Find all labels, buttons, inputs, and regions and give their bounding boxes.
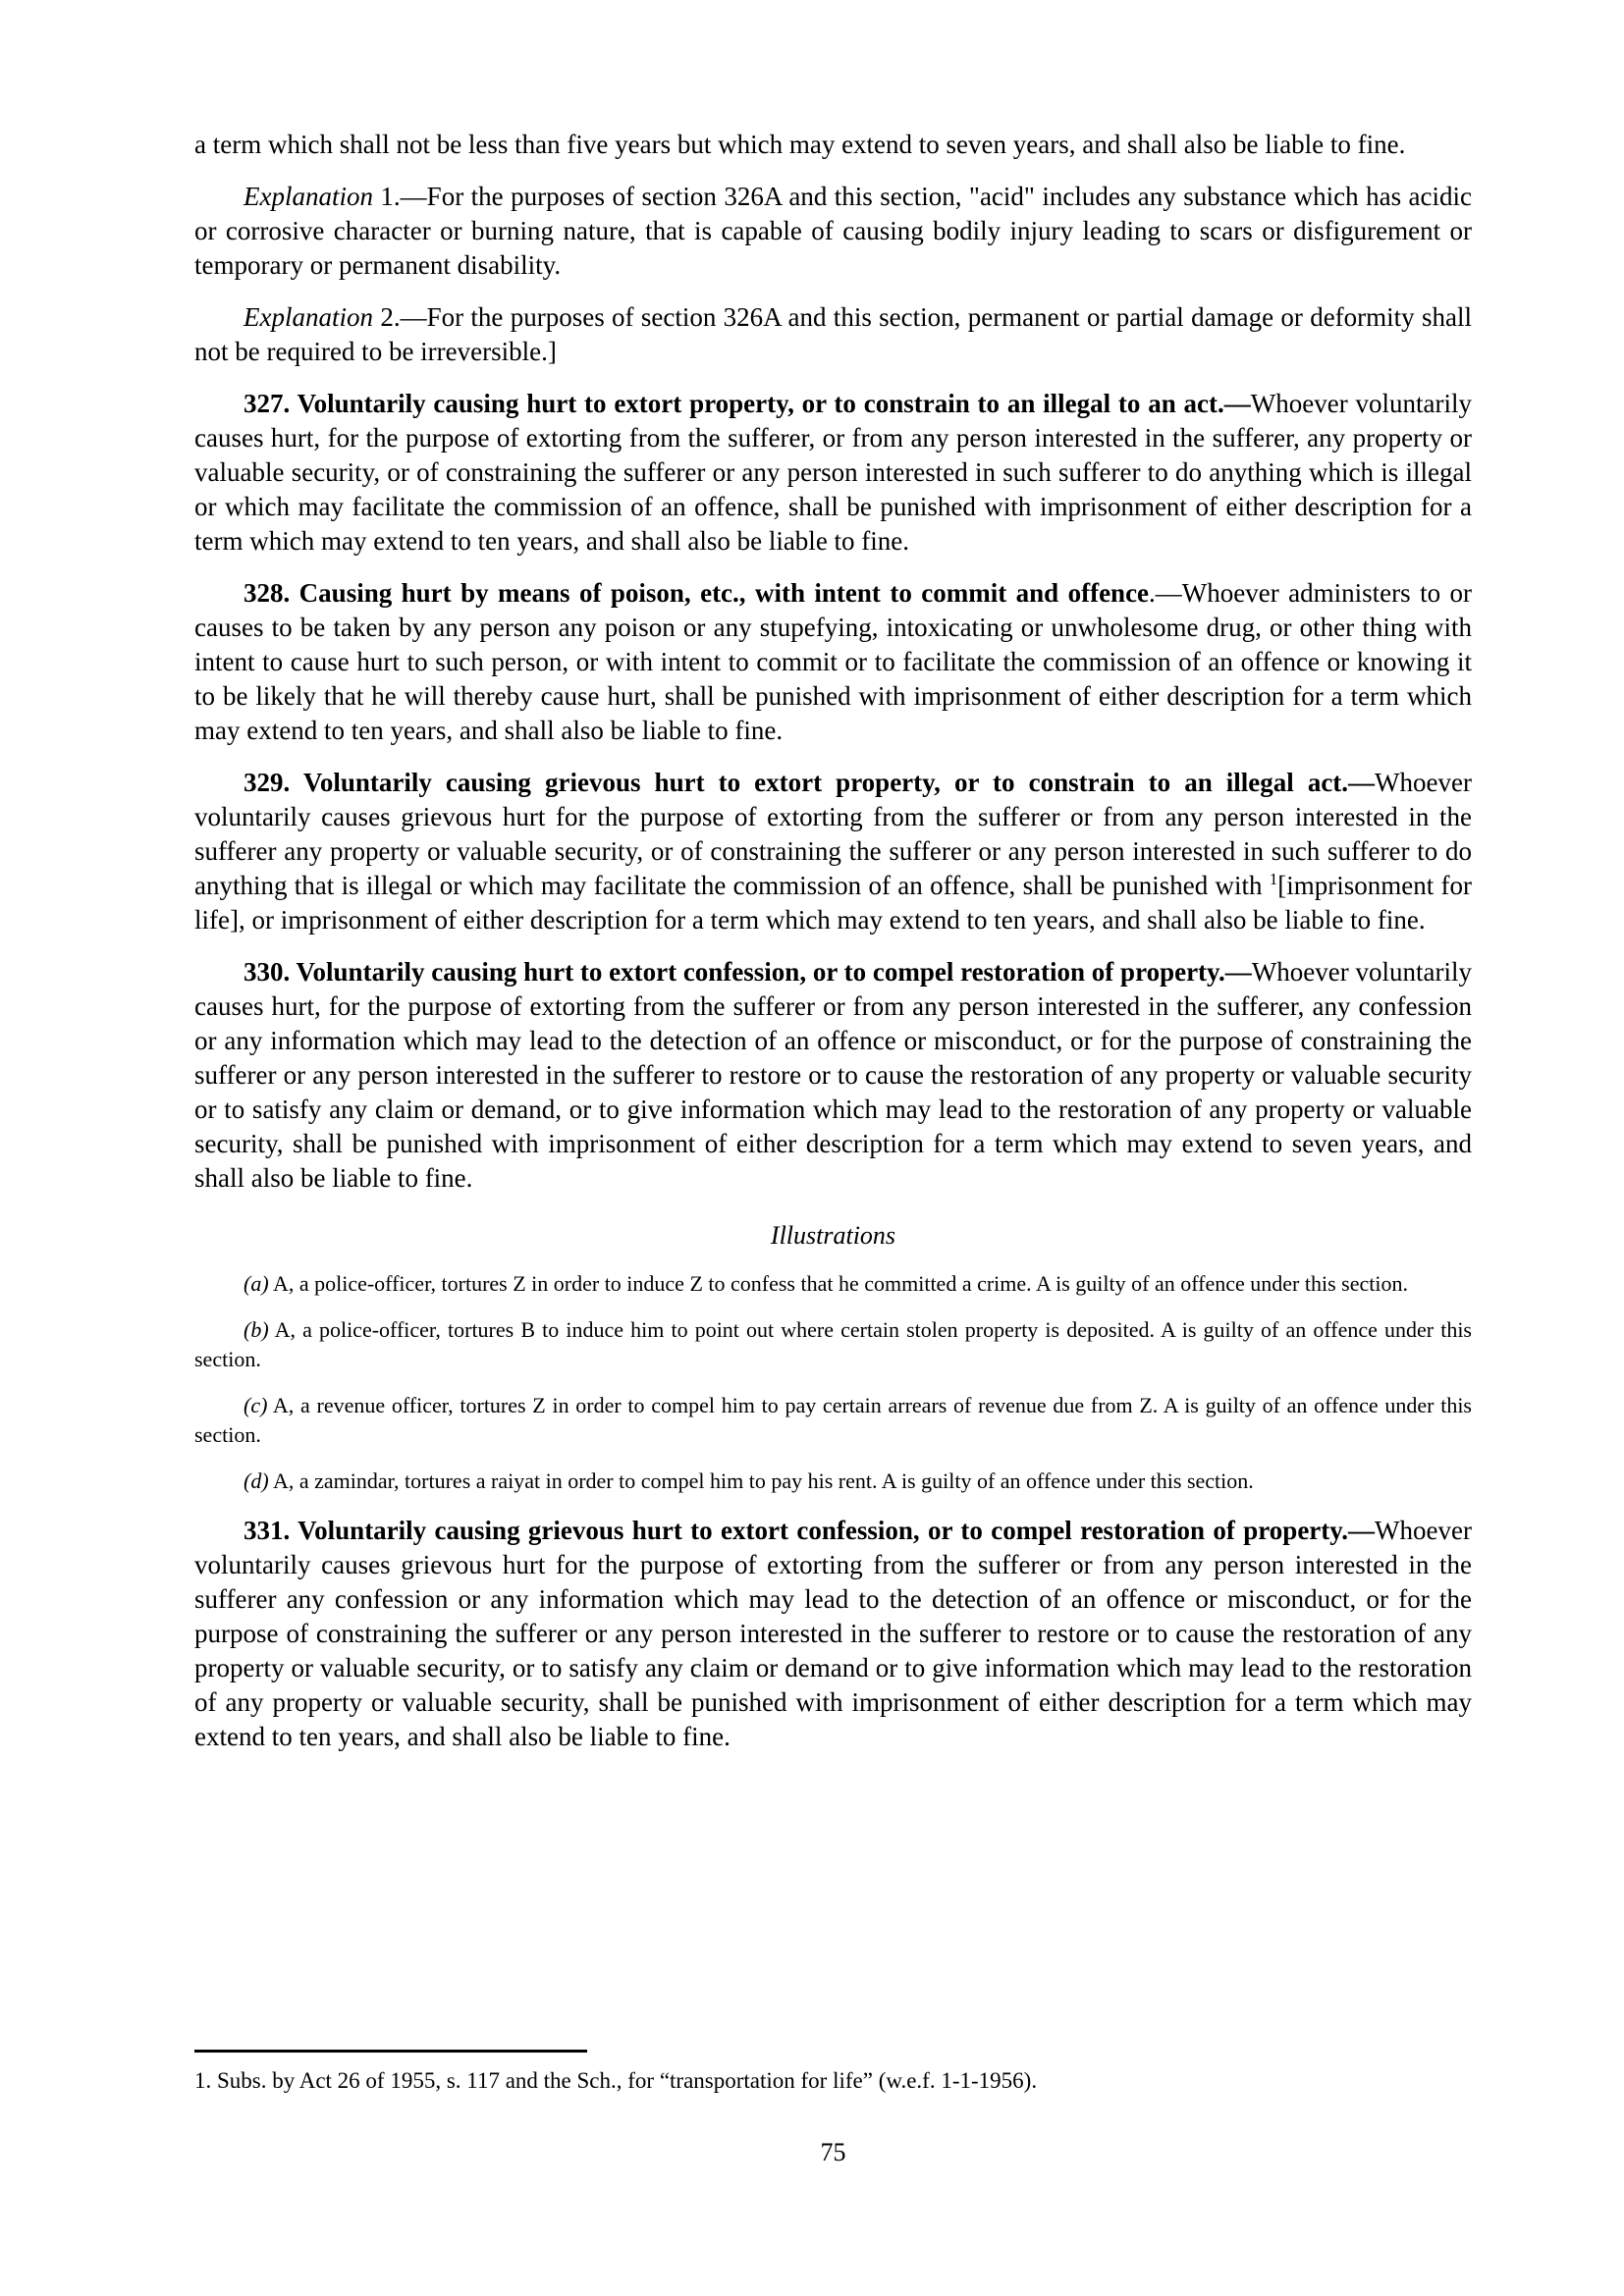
text-segment: Illustrations <box>770 1221 896 1250</box>
text-segment: (c) <box>244 1393 268 1417</box>
footnote-text: 1. Subs. by Act 26 of 1955, s. 117 and the Sch., for “transportation for life” (w.e.f. 1-1-1956). <box>194 2068 1038 2093</box>
text-segment: 331. Voluntarily causing grievous hurt to extort confession, or to compel restoration of property.— <box>244 1516 1376 1545</box>
explanation-1-paragraph <box>194 180 1472 283</box>
text-segment: .—Whoever administers to or causes to be taken by any person any poison or any stupefying, intoxicating or unwholesome drug, or other thing with intent to cause hurt to such person, or with intent to commit or to facilitate the commission of an offence or knowing it to be likely that he will thereby cause hurt, shall be punished with imprisonment of either description for a term which may extend to ten years, and shall also be liable to fine. <box>194 578 1472 745</box>
text-segment: (b) <box>244 1317 269 1342</box>
text-segment: Whoever voluntarily causes hurt, for the purpose of extorting from the sufferer or from any person interested in the sufferer, any confession or any information which may lead to the detection of an offence or misconduct, or for the purpose of constraining the sufferer or any person interested in the sufferer to restore or to cause the restoration of any property or valuable security or to satisfy any claim or demand, or to give information which may lead to the restoration of any property or valuable security, shall be punished with imprisonment of either description for a term which may extend to seven years, and shall also be liable to fine. <box>194 957 1472 1193</box>
text-segment: (d) <box>244 1468 269 1493</box>
text-segment: 2.—For the purposes of section 326A and this section, permanent or partial damage or deformity shall not be required to be irreversible.] <box>194 302 1472 366</box>
section-328-paragraph <box>194 576 1472 748</box>
text-segment: 327. Voluntarily causing hurt to extort property, or to constrain to an illegal to an act.— <box>244 389 1251 418</box>
illustration-c <box>194 1391 1472 1450</box>
text-segment: Explanation <box>244 182 373 211</box>
text-segment: A, a revenue officer, tortures Z in order to compel him to pay certain arrears of revenue due from Z. A is guilty of an offence under this section. <box>194 1393 1472 1447</box>
document-body <box>194 128 1472 1754</box>
illustration-d <box>194 1467 1472 1496</box>
explanation-2-paragraph <box>194 300 1472 369</box>
text-segment: Explanation <box>244 302 373 332</box>
text-segment: Whoever voluntarily causes hurt, for the purpose of extorting from the sufferer, or from any person interested in the sufferer, any property or valuable security, or of constraining the sufferer or any person interested in such sufferer to do anything which is illegal or which may facilitate the commission of an offence, shall be punished with imprisonment of either description for a term which may extend to ten years, and shall also be liable to fine. <box>194 389 1472 556</box>
section-330-paragraph <box>194 955 1472 1196</box>
illustration-b <box>194 1315 1472 1374</box>
text-segment: 1.—For the purposes of section 326A and this section, "acid" includes any substance which has acidic or corrosive character or burning nature, that is capable of causing bodily injury leading to scars or disfigurement or temporary or permanent disability. <box>194 182 1472 280</box>
illustration-a <box>194 1269 1472 1299</box>
section-331-paragraph <box>194 1514 1472 1754</box>
text-segment: Whoever voluntarily causes grievous hurt for the purpose of extorting from the sufferer or from any person interested in the sufferer any property or valuable security, or of constraining the sufferer or any person interested in such sufferer to do anything that is illegal or which may facilitate the commission of an offence, shall be punished with <box>194 768 1472 900</box>
text-segment: a term which shall not be less than five years but which may extend to seven years, and shall also be liable to fine. <box>194 130 1406 159</box>
text-segment: 329. Voluntarily causing grievous hurt to extort property, or to constrain to an illegal act.— <box>244 768 1376 797</box>
section-327-paragraph <box>194 387 1472 559</box>
illustrations-heading <box>194 1219 1472 1253</box>
text-segment: (a) <box>244 1271 269 1296</box>
text-segment: [imprisonment for life], or imprisonment of either description for a term which may extend to ten years, and shall also be liable to fine. <box>194 871 1472 934</box>
footnote-rule <box>194 2050 587 2053</box>
text-segment: 328. Causing hurt by means of poison, etc., with intent to commit and offence <box>244 578 1150 608</box>
text-segment: 330. Voluntarily causing hurt to extort confession, or to compel restoration of property.— <box>244 957 1252 987</box>
page-number: 75 <box>820 2138 846 2166</box>
text-segment: A, a zamindar, tortures a raiyat in order to compel him to pay his rent. A is guilty of an offence under this section. <box>268 1468 1254 1493</box>
text-segment: A, a police-officer, tortures Z in order to induce Z to confess that he committed a crime. A is guilty of an offence under this section. <box>268 1271 1408 1296</box>
footnote-area <box>194 2050 1472 2096</box>
text-segment: Whoever voluntarily causes grievous hurt for the purpose of extorting from the sufferer or from any person interested in the sufferer any confession or any information which may lead to the detection of an offence or misconduct, or for the purpose of constraining the sufferer or any person interested in the sufferer to restore or to cause the restoration of any property or valuable security, or to satisfy any claim or demand or to give information which may lead to the restoration of any property or valuable security, shall be punished with imprisonment of either description for a term which may extend to ten years, and shall also be liable to fine. <box>194 1516 1472 1751</box>
text-segment: 1 <box>1269 870 1278 888</box>
text-segment: A, a police-officer, tortures B to induce him to point out where certain stolen property is deposited. A is guilty of an offence under this section. <box>194 1317 1472 1371</box>
continuation-paragraph <box>194 128 1472 162</box>
section-329-paragraph <box>194 766 1472 937</box>
